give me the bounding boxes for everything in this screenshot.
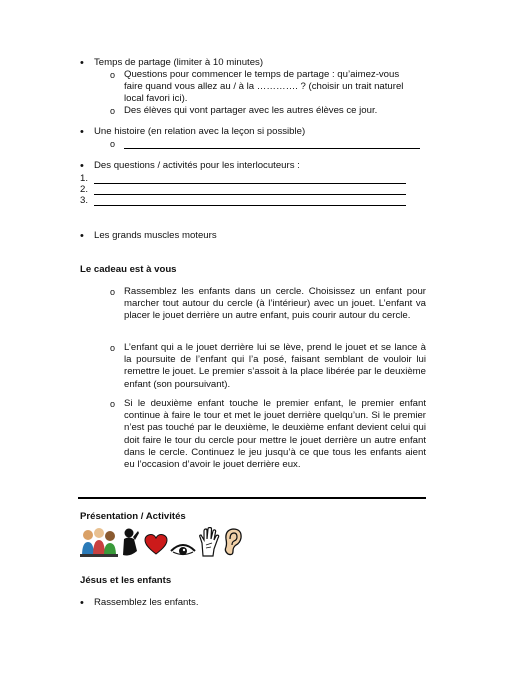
circle-bullet: o [110,399,116,409]
temps-partage-question-line1: Questions pour commencer le temps de partage : qu’aimez-vous [124,69,400,80]
heading-cadeau: Le cadeau est à vous [80,264,177,275]
temps-partage-question-line2: faire quand vous allez au / à la …………. ? (choisir un trait naturel [124,81,404,92]
bullet-histoire: • Une histoire (en relation avec la leçon si possible) [94,126,305,138]
question-number-2: 2. [80,184,89,195]
circle-bullet: o [110,70,116,80]
activity-icons-row [80,529,244,561]
question-blank-line-3 [94,205,406,206]
cadeau-paragraph-1: Rassemblez les enfants dans un cercle. Choisissez un enfant pour marcher tout autour du cercle (à l’intérieur) avec un jouet. L’enfant va placer le jouet derrière un autre enfant, puis courir autour du cercle. [124,286,426,322]
circle-bullet: o [110,106,116,116]
praying-figure-icon [120,527,142,561]
question-blank-line-2 [94,194,406,195]
section-divider [78,497,426,499]
circle-bullet: o [110,287,116,297]
cadeau-paragraph-3: Si le deuxième enfant touche le premier enfant, le premier enfant continue à faire le tour et met le jouet derrière quelqu’un. Si le premier n’est pas touché par le deuxième, le deuxième enfant devient celui qui doit faire le tour du cercle pour mettre le jouet derrière un autre enfant dans le cercle. Continuez le jeu jusqu’à ce que tous les enfants aient eu l’occasion d’avoir le jouet derrière eux. [124,398,426,471]
bullet-rassemblez: • Rassemblez les enfants. [94,597,199,609]
histoire-blank-line [124,148,420,149]
hand-icon [198,527,220,561]
bullet-questions: • Des questions / activités pour les interlocuteurs : [94,160,300,172]
temps-partage-eleves: Des élèves qui vont partager avec les autres élèves ce jour. [124,105,378,116]
circle-bullet: o [110,343,116,353]
heading-presentation-activites: Présentation / Activités [80,511,186,522]
question-number-3: 3. [80,195,89,206]
question-number-1: 1. [80,173,89,184]
heart-icon [144,533,168,561]
bullet-grands-muscles: • Les grands muscles moteurs [94,230,217,242]
bullet-temps-partage: • Temps de partage (limiter à 10 minutes) [94,57,263,69]
circle-bullet: o [110,139,116,149]
temps-partage-question-line3: local favori ici). [124,93,188,104]
cadeau-paragraph-2: L’enfant qui a le jouet derrière lui se lève, prend le jouet et se lance à la poursuite de l’enfant qui l’a posé, faisant semblant de vouloir lui remettre le jouet. Le premier s’assoit à la place libérée par le deuxième enfant (son poursuivant). [124,342,426,390]
question-blank-line-1 [94,183,406,184]
heading-jesus-enfants: Jésus et les enfants [80,575,172,586]
ear-icon [222,527,244,561]
children-group-icon [80,527,118,561]
eye-icon [170,541,196,561]
